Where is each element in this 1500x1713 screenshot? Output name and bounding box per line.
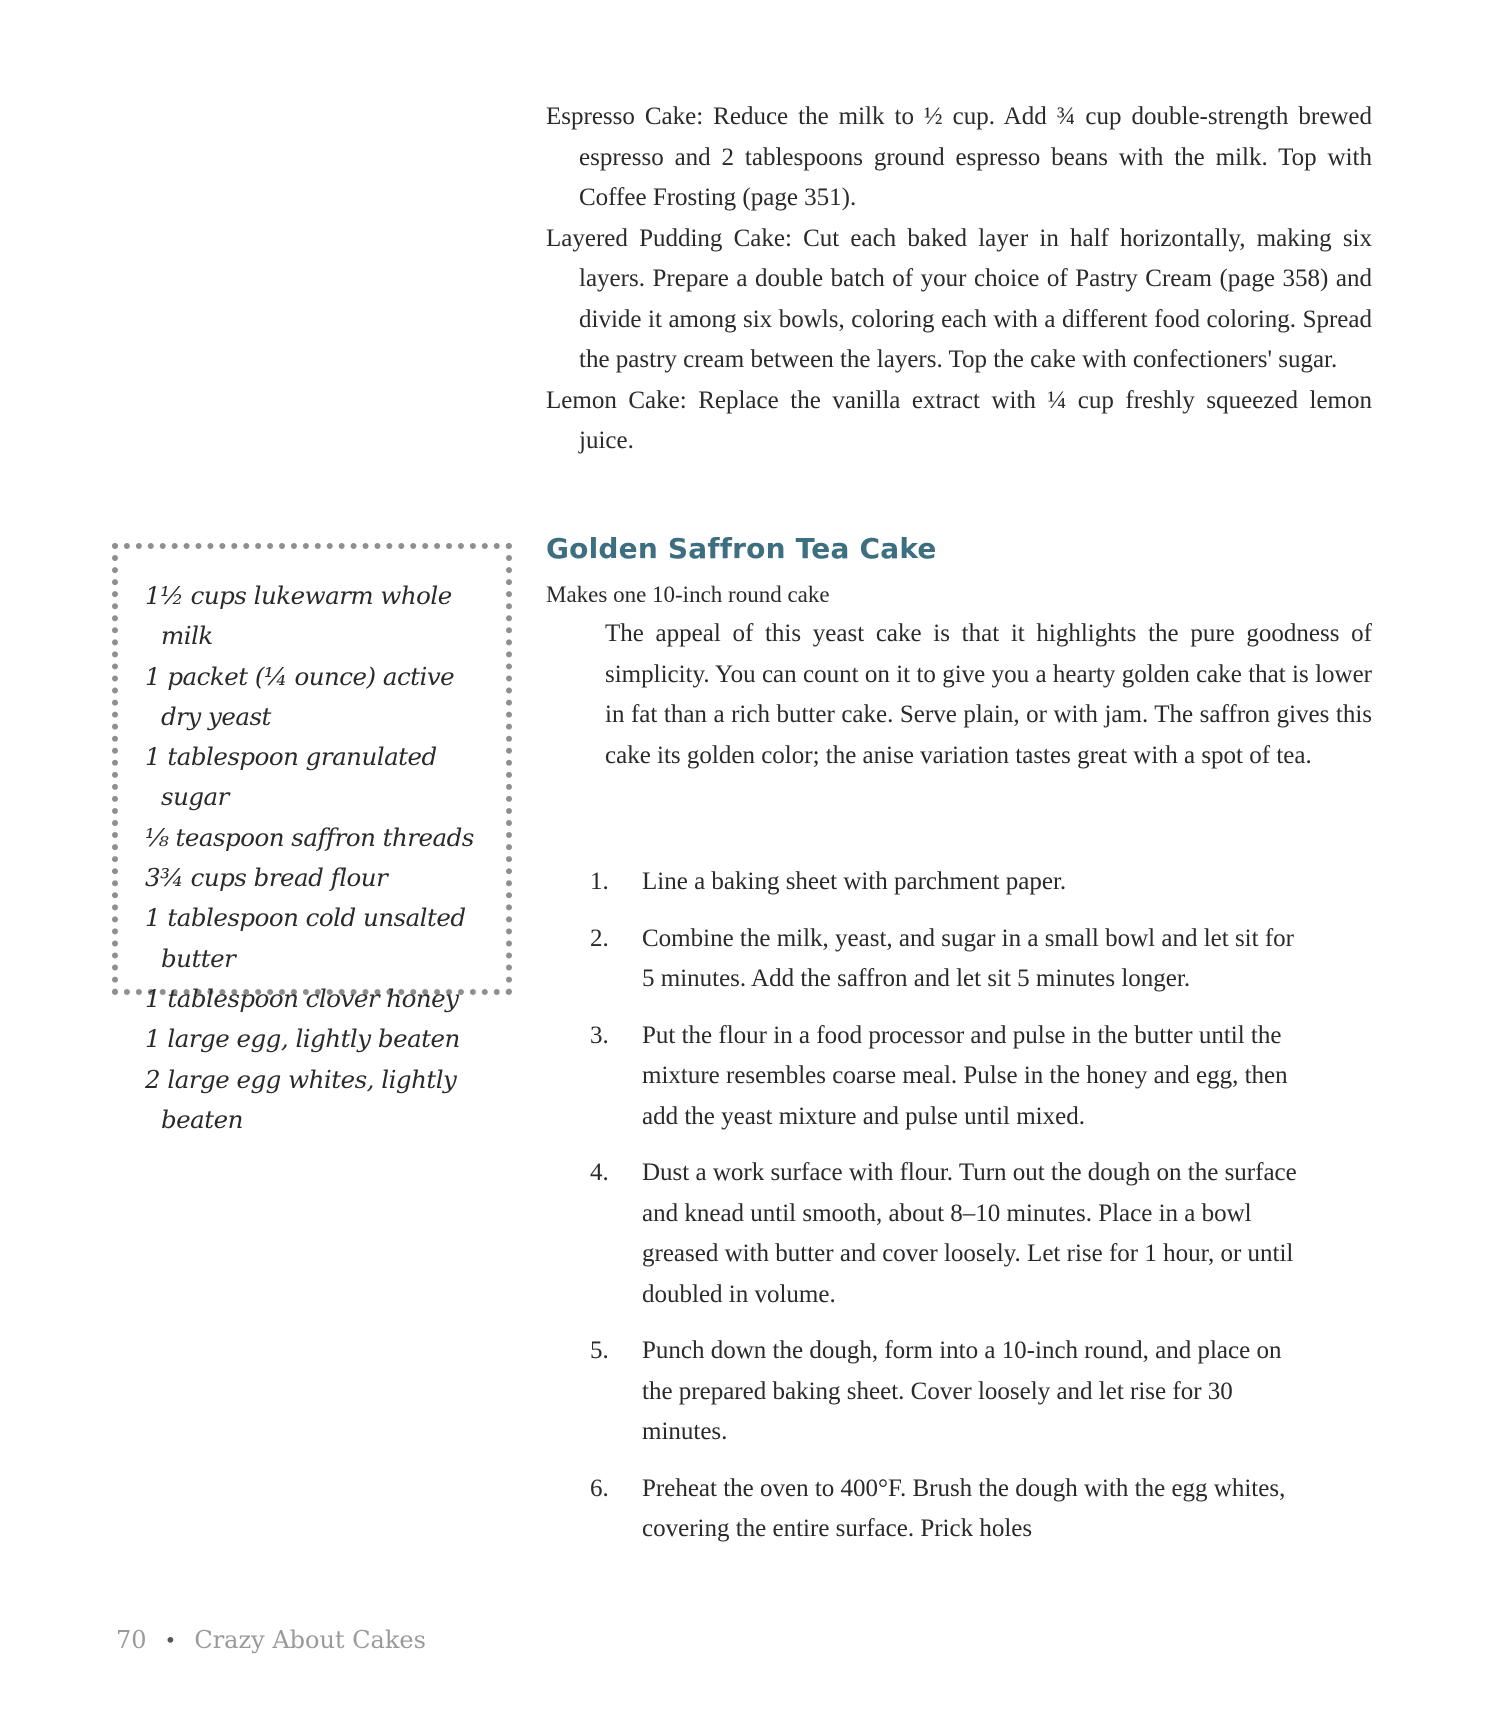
step-number: 5. [590, 1337, 609, 1364]
ingredient-item: ⅛ teaspoon saffron threads [145, 822, 474, 852]
ingredients-list [145, 576, 485, 1140]
recipe-step [590, 1469, 1310, 1550]
ingredient-item: 2 large egg whites, lightly beaten [145, 1064, 457, 1134]
recipe-step [590, 862, 1310, 903]
step-number: 3. [590, 1021, 609, 1049]
step-number: 6. [590, 1474, 609, 1502]
recipe-step [590, 1016, 1310, 1138]
variation-layered-pudding-cake: Layered Pudding Cake: Cut each baked layer in half horizontally, making six layers. Prepare a double batch of your choice of Pastry Cream (page 358) and divide it among six bowls, coloring each with a different food coloring. Spread the pastry cream between the layers. Top the cake with confectioners' sugar. [546, 224, 1372, 373]
step-text: Put the flour in a food processor and pulse in the butter until the mixture resembles coarse meal. Pulse in the honey and egg, then add the yeast mixture and pulse until mixed. [642, 1021, 1288, 1130]
recipe-step [590, 1331, 1310, 1453]
step-number: 1. [590, 868, 609, 895]
ingredient-item: 1½ cups lukewarm whole milk [145, 581, 452, 651]
step-text: Preheat the oven to 400°F. Brush the dough with the egg whites, covering the entire surface. Prick holes [642, 1474, 1286, 1542]
ingredient-item: 3¾ cups bread flour [145, 863, 388, 893]
step-number: 4. [590, 1159, 609, 1186]
book-title: Crazy About Cakes [194, 1626, 426, 1654]
recipe-yield: Makes one 10-inch round cake [546, 582, 830, 607]
step-text: Punch down the dough, form into a 10-inch round, and place on the prepared baking sheet. Cover loosely and let rise for 30 minutes. [642, 1337, 1282, 1445]
page-number: 70 [116, 1626, 147, 1654]
ingredient-item: 1 tablespoon granulated sugar [145, 742, 437, 812]
variations-section [546, 97, 1372, 462]
ingredients-box [112, 543, 512, 1134]
step-number: 2. [590, 924, 609, 952]
page-footer [116, 1626, 426, 1654]
ingredient-item: 1 tablespoon cold unsalted butter [145, 903, 466, 973]
ingredient-item: 1 large egg, lightly beaten [145, 1024, 460, 1054]
recipe-intro: The appeal of this yeast cake is that it highlights the pure goodness of simplicity. You can count on it to give you a hearty golden cake that is lower in fat than a rich butter cake. Serve plain, or with jam. The saffron gives this cake its golden color; the anise variation tastes great with a spot of tea. [605, 620, 1372, 769]
bullet-separator: • [164, 1628, 177, 1652]
recipe-step [590, 919, 1310, 1000]
variation-lemon-cake: Lemon Cake: Replace the vanilla extract with ¼ cup freshly squeezed lemon juice. [546, 386, 1372, 454]
step-text: Dust a work surface with flour. Turn out the dough on the surface and knead until smooth, about 8–10 minutes. Place in a bowl greased with butter and cover loosely. Let rise for 1 hour, or until doubled in volume. [642, 1159, 1297, 1308]
variation-espresso-cake: Espresso Cake: Reduce the milk to ½ cup. Add ¾ cup double-strength brewed espresso and 2 tablespoons ground espresso beans with the milk. Top with Coffee Frosting (page 351). [546, 103, 1372, 211]
ingredient-item: 1 tablespoon clover honey [145, 983, 459, 1013]
step-text: Line a baking sheet with parchment paper. [642, 868, 1067, 895]
recipe-steps [590, 862, 1310, 1566]
recipe-step [590, 1153, 1310, 1315]
ingredient-item: 1 packet (¼ ounce) active dry yeast [145, 661, 455, 731]
recipe-title: Golden Saffron Tea Cake [546, 532, 937, 565]
step-text: Combine the milk, yeast, and sugar in a small bowl and let sit for 5 minutes. Add the saffron and let sit 5 minutes longer. [642, 924, 1294, 992]
